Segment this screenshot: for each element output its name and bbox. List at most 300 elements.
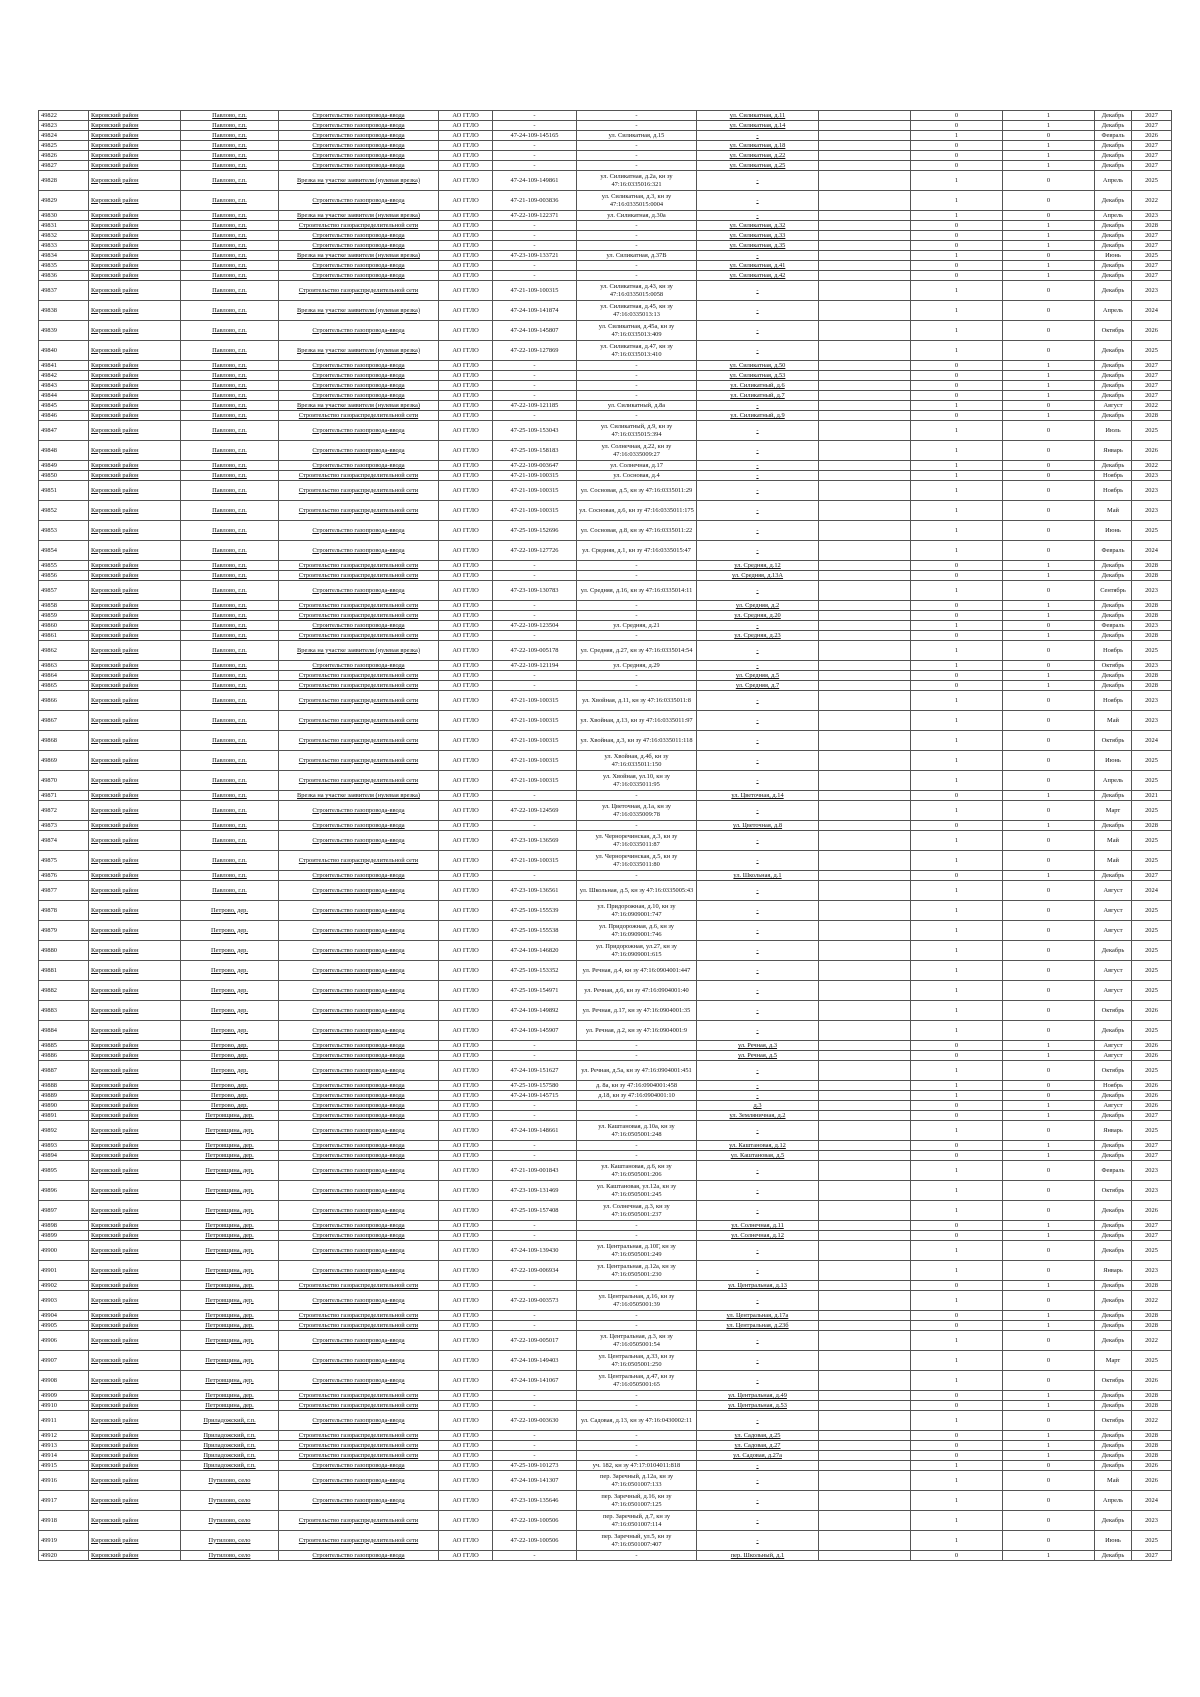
- organization-cell: АО ГГЛО: [439, 1551, 493, 1561]
- organization-cell: АО ГГЛО: [439, 171, 493, 191]
- row-id: 49852: [39, 501, 89, 521]
- district-cell: Кировский район: [89, 631, 181, 641]
- organization-cell: АО ГГЛО: [439, 111, 493, 121]
- month-cell: Декабрь: [1095, 261, 1132, 271]
- year-cell: 2027: [1132, 141, 1172, 151]
- year-cell: 2025: [1132, 341, 1172, 361]
- month-cell: Декабрь: [1095, 121, 1132, 131]
- row-id: 49896: [39, 1181, 89, 1201]
- month-cell: Август: [1095, 1101, 1132, 1111]
- flag-two-cell: 1: [1003, 611, 1095, 621]
- month-cell: Февраль: [1095, 1161, 1132, 1181]
- table-row: [39, 281, 1172, 301]
- empty-cell: [819, 121, 911, 131]
- flag-one-cell: 1: [911, 1091, 1003, 1101]
- flag-two-cell: 0: [1003, 461, 1095, 471]
- district-cell: Кировский район: [89, 751, 181, 771]
- row-id: 49828: [39, 171, 89, 191]
- month-cell: Декабрь: [1095, 1151, 1132, 1161]
- district-cell: Кировский район: [89, 171, 181, 191]
- row-id: 49911: [39, 1411, 89, 1431]
- flag-two-cell: 1: [1003, 361, 1095, 371]
- flag-one-cell: 1: [911, 1121, 1003, 1141]
- table-row: [39, 751, 1172, 771]
- flag-one-cell: 0: [911, 391, 1003, 401]
- row-id: 49870: [39, 771, 89, 791]
- month-cell: Февраль: [1095, 131, 1132, 141]
- district-cell: Кировский район: [89, 601, 181, 611]
- organization-cell: АО ГГЛО: [439, 1391, 493, 1401]
- flag-two-cell: 1: [1003, 1311, 1095, 1321]
- work-type-cell: Строительство газопровода-ввода: [279, 1081, 439, 1091]
- organization-cell: АО ГГЛО: [439, 561, 493, 571]
- empty-cell: [819, 691, 911, 711]
- work-type-cell: Строительство газопровода-ввода: [279, 1001, 439, 1021]
- district-cell: Кировский район: [89, 1021, 181, 1041]
- tech-conditions-number-cell: -: [493, 111, 577, 121]
- table-row: [39, 791, 1172, 801]
- flag-one-cell: 1: [911, 1081, 1003, 1091]
- flag-one-cell: 1: [911, 1461, 1003, 1471]
- year-cell: 2025: [1132, 521, 1172, 541]
- empty-cell: [819, 211, 911, 221]
- month-cell: Август: [1095, 1041, 1132, 1051]
- flag-two-cell: 1: [1003, 151, 1095, 161]
- work-type-cell: Строительство газопровода-ввода: [279, 1141, 439, 1151]
- address-cadastral-cell: ул. Силикатная, д.2а, кн зу 47:16:0335016:321: [577, 171, 697, 191]
- row-id: 49890: [39, 1101, 89, 1111]
- row-id: 49898: [39, 1221, 89, 1231]
- month-cell: Декабрь: [1095, 1141, 1132, 1151]
- empty-cell: [819, 481, 911, 501]
- organization-cell: АО ГГЛО: [439, 1461, 493, 1471]
- flag-one-cell: 1: [911, 661, 1003, 671]
- organization-cell: АО ГГЛО: [439, 421, 493, 441]
- address-cadastral-cell: -: [577, 611, 697, 621]
- address-cell: ул. Силикатная, д.25: [697, 161, 819, 171]
- work-type-cell: Строительство газораспределительной сети: [279, 671, 439, 681]
- organization-cell: АО ГГЛО: [439, 281, 493, 301]
- organization-cell: АО ГГЛО: [439, 271, 493, 281]
- organization-cell: АО ГГЛО: [439, 371, 493, 381]
- row-id: 49897: [39, 1201, 89, 1221]
- tech-conditions-number-cell: 47-21-109-100315: [493, 471, 577, 481]
- organization-cell: АО ГГЛО: [439, 301, 493, 321]
- address-cell: -: [697, 521, 819, 541]
- flag-one-cell: 1: [911, 1471, 1003, 1491]
- flag-one-cell: 0: [911, 1101, 1003, 1111]
- address-cell: ул. Центральная, д.13: [697, 1281, 819, 1291]
- address-cadastral-cell: ул. Речная, д.4, кн зу 47:16:0904001:447: [577, 961, 697, 981]
- settlement-cell: Павлово, г.п.: [181, 801, 279, 821]
- flag-two-cell: 0: [1003, 1001, 1095, 1021]
- empty-cell: [819, 581, 911, 601]
- month-cell: Декабрь: [1095, 381, 1132, 391]
- district-cell: Кировский район: [89, 381, 181, 391]
- year-cell: 2022: [1132, 1411, 1172, 1431]
- empty-cell: [819, 1231, 911, 1241]
- empty-cell: [819, 251, 911, 261]
- month-cell: Декабрь: [1095, 271, 1132, 281]
- settlement-cell: Павлово, г.п.: [181, 211, 279, 221]
- year-cell: 2025: [1132, 771, 1172, 791]
- empty-cell: [819, 401, 911, 411]
- table-row: [39, 211, 1172, 221]
- organization-cell: АО ГГЛО: [439, 501, 493, 521]
- empty-cell: [819, 1161, 911, 1181]
- tech-conditions-number-cell: 47-22-109-100506: [493, 1511, 577, 1531]
- address-cell: ул. Силикатная, д.11: [697, 111, 819, 121]
- row-id: 49846: [39, 411, 89, 421]
- row-id: 49825: [39, 141, 89, 151]
- month-cell: Декабрь: [1095, 141, 1132, 151]
- district-cell: Кировский район: [89, 1311, 181, 1321]
- district-cell: Кировский район: [89, 221, 181, 231]
- empty-cell: [819, 1091, 911, 1101]
- year-cell: 2022: [1132, 461, 1172, 471]
- table-row: [39, 521, 1172, 541]
- tech-conditions-number-cell: 47-21-109-100315: [493, 711, 577, 731]
- address-cadastral-cell: ул. Солнечная, д.17: [577, 461, 697, 471]
- flag-two-cell: 0: [1003, 711, 1095, 731]
- work-type-cell: Строительство газораспределительной сети: [279, 731, 439, 751]
- month-cell: Декабрь: [1095, 561, 1132, 571]
- table-row: [39, 1001, 1172, 1021]
- month-cell: Октябрь: [1095, 321, 1132, 341]
- register-table-body: [39, 111, 1172, 1561]
- address-cell: пер. Школьный, д.1: [697, 1551, 819, 1561]
- year-cell: 2028: [1132, 1391, 1172, 1401]
- settlement-cell: Петрово, дер.: [181, 1001, 279, 1021]
- flag-two-cell: 0: [1003, 1261, 1095, 1281]
- work-type-cell: Строительство газопровода-ввода: [279, 1551, 439, 1561]
- row-id: 49837: [39, 281, 89, 301]
- settlement-cell: Павлово, г.п.: [181, 191, 279, 211]
- month-cell: Декабрь: [1095, 161, 1132, 171]
- address-cell: ул. Силикатный, д.6: [697, 381, 819, 391]
- flag-one-cell: 1: [911, 421, 1003, 441]
- empty-cell: [819, 661, 911, 671]
- flag-two-cell: 0: [1003, 1091, 1095, 1101]
- organization-cell: АО ГГЛО: [439, 521, 493, 541]
- row-id: 49840: [39, 341, 89, 361]
- empty-cell: [819, 1021, 911, 1041]
- table-row: [39, 481, 1172, 501]
- year-cell: 2023: [1132, 281, 1172, 301]
- address-cadastral-cell: ул. Центральная, д.12а, кн зу 47:16:0505001:230: [577, 1261, 697, 1281]
- organization-cell: АО ГГЛО: [439, 121, 493, 131]
- empty-cell: [819, 1551, 911, 1561]
- district-cell: Кировский район: [89, 1241, 181, 1261]
- year-cell: 2027: [1132, 1141, 1172, 1151]
- year-cell: 2025: [1132, 1121, 1172, 1141]
- flag-two-cell: 1: [1003, 161, 1095, 171]
- row-id: 49881: [39, 961, 89, 981]
- address-cadastral-cell: -: [577, 791, 697, 801]
- flag-one-cell: 1: [911, 171, 1003, 191]
- year-cell: 2028: [1132, 681, 1172, 691]
- address-cadastral-cell: пер. Заречный, д.7, кн зу 47:16:0501007:114: [577, 1511, 697, 1531]
- district-cell: Кировский район: [89, 131, 181, 141]
- row-id: 49918: [39, 1511, 89, 1531]
- address-cadastral-cell: ул. Силикатный, д.9, кн зу 47:16:0335015:394: [577, 421, 697, 441]
- flag-one-cell: 1: [911, 771, 1003, 791]
- address-cell: -: [697, 191, 819, 211]
- table-row: [39, 421, 1172, 441]
- tech-conditions-number-cell: -: [493, 1231, 577, 1241]
- settlement-cell: Павлово, г.п.: [181, 821, 279, 831]
- work-type-cell: Строительство газопровода-ввода: [279, 581, 439, 601]
- row-id: 49892: [39, 1121, 89, 1141]
- year-cell: 2025: [1132, 981, 1172, 1001]
- address-cadastral-cell: -: [577, 1111, 697, 1121]
- year-cell: 2028: [1132, 561, 1172, 571]
- settlement-cell: Петрово, дер.: [181, 1081, 279, 1091]
- flag-one-cell: 0: [911, 151, 1003, 161]
- address-cadastral-cell: ул. Центральная, д.16, кн зу 47:16:0505001:39: [577, 1291, 697, 1311]
- flag-one-cell: 1: [911, 481, 1003, 501]
- address-cadastral-cell: ул. Силикатная, д.47, кн зу 47:16:0335013:410: [577, 341, 697, 361]
- month-cell: Октябрь: [1095, 661, 1132, 671]
- year-cell: 2028: [1132, 1431, 1172, 1441]
- flag-two-cell: 0: [1003, 981, 1095, 1001]
- work-type-cell: Врезка на участке заявителя (нулевая врезка): [279, 211, 439, 221]
- table-row: [39, 221, 1172, 231]
- district-cell: Кировский район: [89, 1181, 181, 1201]
- address-cell: ул. Центральная, д.23б: [697, 1321, 819, 1331]
- tech-conditions-number-cell: 47-25-109-158183: [493, 441, 577, 461]
- row-id: 49839: [39, 321, 89, 341]
- tech-conditions-number-cell: 47-22-109-006934: [493, 1261, 577, 1281]
- work-type-cell: Строительство газораспределительной сети: [279, 1441, 439, 1451]
- settlement-cell: Петрово, дер.: [181, 981, 279, 1001]
- settlement-cell: Павлово, г.п.: [181, 601, 279, 611]
- settlement-cell: Петрово, дер.: [181, 901, 279, 921]
- year-cell: 2023: [1132, 481, 1172, 501]
- tech-conditions-number-cell: 47-24-109-145715: [493, 1091, 577, 1101]
- address-cell: ул. Силикатная, д.35: [697, 241, 819, 251]
- flag-two-cell: 0: [1003, 301, 1095, 321]
- district-cell: Кировский район: [89, 821, 181, 831]
- address-cadastral-cell: -: [577, 361, 697, 371]
- flag-two-cell: 0: [1003, 1531, 1095, 1551]
- work-type-cell: Строительство газораспределительной сети: [279, 1401, 439, 1411]
- empty-cell: [819, 1311, 911, 1321]
- work-type-cell: Строительство газораспределительной сети: [279, 1531, 439, 1551]
- district-cell: Кировский район: [89, 881, 181, 901]
- flag-two-cell: 0: [1003, 691, 1095, 711]
- organization-cell: АО ГГЛО: [439, 541, 493, 561]
- empty-cell: [819, 191, 911, 211]
- work-type-cell: Строительство газопровода-ввода: [279, 1021, 439, 1041]
- organization-cell: АО ГГЛО: [439, 571, 493, 581]
- flag-one-cell: 0: [911, 1391, 1003, 1401]
- address-cadastral-cell: ул. Силикатная, д.37В: [577, 251, 697, 261]
- address-cadastral-cell: ул. Придорожная, д.10, кн зу 47:16:0909001:747: [577, 901, 697, 921]
- district-cell: Кировский район: [89, 1161, 181, 1181]
- address-cadastral-cell: -: [577, 151, 697, 161]
- year-cell: 2026: [1132, 1041, 1172, 1051]
- work-type-cell: Строительство газораспределительной сети: [279, 281, 439, 301]
- address-cadastral-cell: ул. Силикатная, д.15: [577, 131, 697, 141]
- address-cell: -: [697, 1001, 819, 1021]
- settlement-cell: Петровщина, дер.: [181, 1231, 279, 1241]
- year-cell: 2023: [1132, 581, 1172, 601]
- flag-two-cell: 1: [1003, 821, 1095, 831]
- flag-one-cell: 1: [911, 401, 1003, 411]
- tech-conditions-number-cell: 47-24-109-146820: [493, 941, 577, 961]
- district-cell: Кировский район: [89, 261, 181, 271]
- address-cadastral-cell: -: [577, 1151, 697, 1161]
- flag-two-cell: 1: [1003, 681, 1095, 691]
- year-cell: 2027: [1132, 111, 1172, 121]
- address-cadastral-cell: д.18, кн зу 47:16:0904001:10: [577, 1091, 697, 1101]
- year-cell: 2026: [1132, 1371, 1172, 1391]
- table-row: [39, 1411, 1172, 1431]
- settlement-cell: Павлово, г.п.: [181, 281, 279, 301]
- row-id: 49853: [39, 521, 89, 541]
- work-type-cell: Строительство газораспределительной сети: [279, 571, 439, 581]
- empty-cell: [819, 1201, 911, 1221]
- year-cell: 2022: [1132, 1291, 1172, 1311]
- year-cell: 2028: [1132, 1441, 1172, 1451]
- organization-cell: АО ГГЛО: [439, 1411, 493, 1431]
- district-cell: Кировский район: [89, 321, 181, 341]
- work-type-cell: Строительство газораспределительной сети: [279, 1311, 439, 1321]
- flag-one-cell: 1: [911, 501, 1003, 521]
- flag-two-cell: 1: [1003, 1401, 1095, 1411]
- address-cell: ул. Центральная, д.49: [697, 1391, 819, 1401]
- settlement-cell: Павлово, г.п.: [181, 661, 279, 671]
- organization-cell: АО ГГЛО: [439, 441, 493, 461]
- empty-cell: [819, 1111, 911, 1121]
- flag-one-cell: 1: [911, 541, 1003, 561]
- district-cell: Кировский район: [89, 281, 181, 301]
- address-cadastral-cell: ул. Придорожная, ул.27, кн зу 47:16:0909001:615: [577, 941, 697, 961]
- organization-cell: АО ГГЛО: [439, 1021, 493, 1041]
- flag-one-cell: 0: [911, 611, 1003, 621]
- table-row: [39, 571, 1172, 581]
- year-cell: 2027: [1132, 391, 1172, 401]
- address-cadastral-cell: -: [577, 141, 697, 151]
- district-cell: Кировский район: [89, 611, 181, 621]
- tech-conditions-number-cell: -: [493, 871, 577, 881]
- address-cadastral-cell: ул. Средняя, д.1, кн зу 47:16:0335015:47: [577, 541, 697, 561]
- flag-one-cell: 1: [911, 921, 1003, 941]
- empty-cell: [819, 601, 911, 611]
- table-row: [39, 541, 1172, 561]
- year-cell: 2028: [1132, 1401, 1172, 1411]
- district-cell: Кировский район: [89, 681, 181, 691]
- settlement-cell: Путилово, село: [181, 1511, 279, 1531]
- year-cell: 2022: [1132, 191, 1172, 211]
- flag-two-cell: 0: [1003, 421, 1095, 441]
- organization-cell: АО ГГЛО: [439, 941, 493, 961]
- address-cell: -: [697, 1181, 819, 1201]
- organization-cell: АО ГГЛО: [439, 391, 493, 401]
- table-row: [39, 1141, 1172, 1151]
- district-cell: Кировский район: [89, 571, 181, 581]
- address-cadastral-cell: ул. Черноречинская, д.5, кн зу 47:16:0335011:80: [577, 851, 697, 871]
- address-cell: ул. Каштановая, д.5: [697, 1151, 819, 1161]
- row-id: 49875: [39, 851, 89, 871]
- table-row: [39, 1281, 1172, 1291]
- table-row: [39, 1311, 1172, 1321]
- tech-conditions-number-cell: -: [493, 631, 577, 641]
- empty-cell: [819, 381, 911, 391]
- settlement-cell: Павлово, г.п.: [181, 541, 279, 561]
- settlement-cell: Павлово, г.п.: [181, 341, 279, 361]
- district-cell: Кировский район: [89, 1391, 181, 1401]
- tech-conditions-number-cell: 47-24-109-151627: [493, 1061, 577, 1081]
- row-id: 49823: [39, 121, 89, 131]
- flag-two-cell: 1: [1003, 1321, 1095, 1331]
- flag-two-cell: 0: [1003, 1021, 1095, 1041]
- address-cell: -: [697, 1511, 819, 1531]
- table-row: [39, 641, 1172, 661]
- address-cell: ул. Цветочная, д.8: [697, 821, 819, 831]
- organization-cell: АО ГГЛО: [439, 261, 493, 271]
- empty-cell: [819, 961, 911, 981]
- flag-two-cell: 0: [1003, 191, 1095, 211]
- work-type-cell: Строительство газопровода-ввода: [279, 151, 439, 161]
- settlement-cell: Петровщина, дер.: [181, 1291, 279, 1311]
- empty-cell: [819, 681, 911, 691]
- tech-conditions-number-cell: -: [493, 141, 577, 151]
- month-cell: Август: [1095, 921, 1132, 941]
- tech-conditions-number-cell: 47-23-109-136569: [493, 831, 577, 851]
- table-row: [39, 381, 1172, 391]
- address-cadastral-cell: -: [577, 261, 697, 271]
- year-cell: 2026: [1132, 131, 1172, 141]
- row-id: 49859: [39, 611, 89, 621]
- month-cell: Август: [1095, 1051, 1132, 1061]
- empty-cell: [819, 231, 911, 241]
- row-id: 49891: [39, 1111, 89, 1121]
- settlement-cell: Павлово, г.п.: [181, 631, 279, 641]
- settlement-cell: Павлово, г.п.: [181, 751, 279, 771]
- month-cell: Апрель: [1095, 211, 1132, 221]
- settlement-cell: Павлово, г.п.: [181, 401, 279, 411]
- district-cell: Кировский район: [89, 401, 181, 411]
- flag-two-cell: 0: [1003, 1161, 1095, 1181]
- work-type-cell: Строительство газопровода-ввода: [279, 361, 439, 371]
- flag-two-cell: 0: [1003, 921, 1095, 941]
- tech-conditions-number-cell: -: [493, 391, 577, 401]
- flag-one-cell: 0: [911, 1551, 1003, 1561]
- address-cell: -: [697, 421, 819, 441]
- month-cell: Ноябрь: [1095, 471, 1132, 481]
- flag-one-cell: 0: [911, 1321, 1003, 1331]
- table-row: [39, 1431, 1172, 1441]
- organization-cell: АО ГГЛО: [439, 1091, 493, 1101]
- organization-cell: АО ГГЛО: [439, 461, 493, 471]
- tech-conditions-number-cell: 47-22-109-124569: [493, 801, 577, 821]
- table-row: [39, 1401, 1172, 1411]
- year-cell: 2025: [1132, 921, 1172, 941]
- flag-two-cell: 0: [1003, 1121, 1095, 1141]
- district-cell: Кировский район: [89, 361, 181, 371]
- address-cell: -: [697, 831, 819, 851]
- year-cell: 2026: [1132, 1461, 1172, 1471]
- empty-cell: [819, 1181, 911, 1201]
- address-cadastral-cell: ул. Речная, д.6, кн зу 47:16:0904001:40: [577, 981, 697, 1001]
- organization-cell: АО ГГЛО: [439, 1451, 493, 1461]
- organization-cell: АО ГГЛО: [439, 1231, 493, 1241]
- empty-cell: [819, 241, 911, 251]
- empty-cell: [819, 411, 911, 421]
- row-id: 49920: [39, 1551, 89, 1561]
